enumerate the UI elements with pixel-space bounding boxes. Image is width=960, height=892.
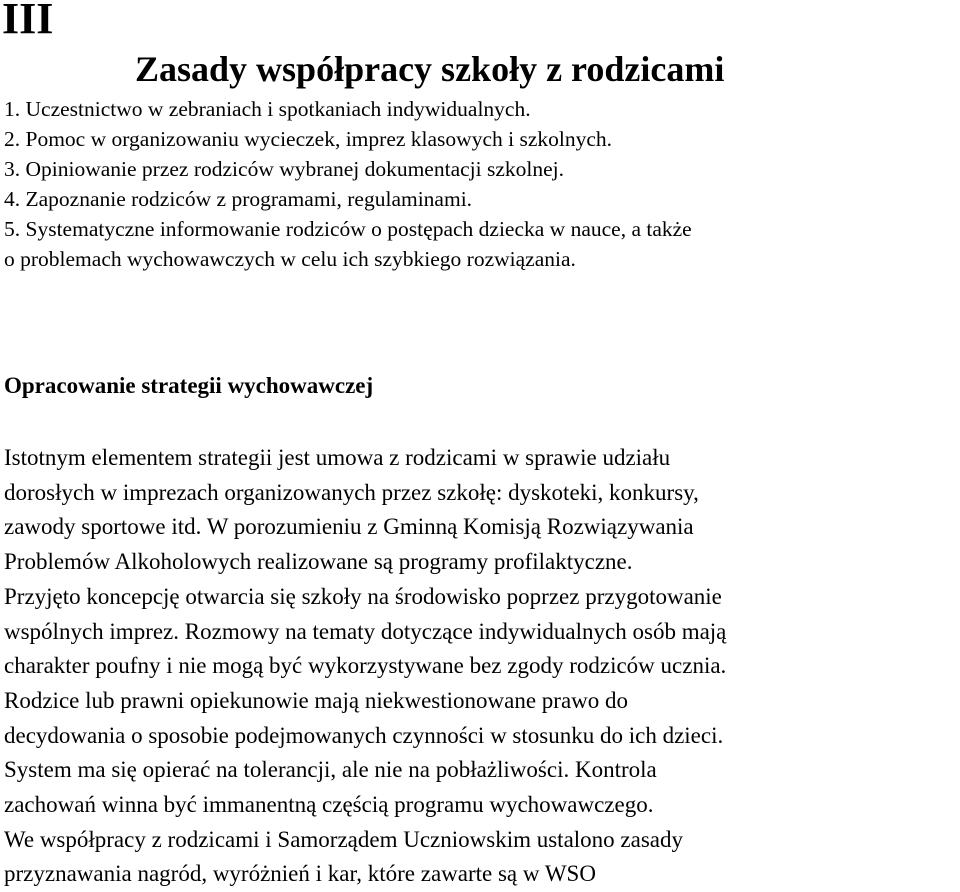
body-line: decydowania o sposobie podejmowanych czynności w stosunku do ich dzieci. xyxy=(4,722,724,748)
cooperation-rules-list xyxy=(4,94,960,274)
body-line: charakter poufny i nie mogą być wykorzystywane bez zgody rodziców ucznia. xyxy=(4,653,727,679)
list-item-text: 4. Zapoznanie rodziców z programami, regulaminami. xyxy=(4,187,473,211)
list-item-text: 3. Opiniowanie przez rodziców wybranej dokumentacji szkolnej. xyxy=(4,157,565,181)
body-line: We współpracy z rodzicami i Samorządem Uczniowskim ustalono zasady xyxy=(4,826,683,852)
body-paragraph xyxy=(4,441,960,892)
body-line: Istotnym elementem strategii jest umowa z rodzicami w sprawie udziału xyxy=(4,445,671,470)
body-line: Przyjęto koncepcję otwarcia się szkoły na środowisko poprzez przygotowanie xyxy=(4,583,722,609)
list-item xyxy=(4,184,960,214)
body-line: dorosłych w imprezach organizowanych przez szkołę: dyskoteki, konkursy, xyxy=(4,479,699,505)
body-line: Rodzice lub prawni opiekunowie mają niekwestionowane prawo do xyxy=(4,687,629,713)
list-item-text: o problemach wychowawczych w celu ich szybkiego rozwiązania. xyxy=(4,247,576,271)
body-line: Problemów Alkoholowych realizowane są programy profilaktyczne. xyxy=(4,549,633,575)
body-line: wspólnych imprez. Rozmowy na tematy dotyczące indywidualnych osób mają xyxy=(4,618,727,644)
page-title: Zasady współpracy szkoły z rodzicami xyxy=(135,49,725,89)
list-item-text: 5. Systematyczne informowanie rodziców o postępach dziecka w nauce, a także xyxy=(4,217,692,241)
list-item-text: 2. Pomoc w organizowaniu wycieczek, imprez klasowych i szkolnych. xyxy=(4,127,613,151)
section-number: III xyxy=(2,0,54,43)
list-item xyxy=(4,94,960,124)
section-subheading: Opracowanie strategii wychowawczej xyxy=(4,373,374,398)
body-line: System ma się opierać na tolerancji, ale nie na pobłażliwości. Kontrola xyxy=(4,757,657,783)
body-line: zawody sportowe itd. W porozumieniu z Gminną Komisją Rozwiązywania xyxy=(4,514,694,540)
list-item xyxy=(4,154,960,184)
list-item-text: 1. Uczestnictwo w zebraniach i spotkaniach indywidualnych. xyxy=(4,97,531,121)
body-line: zachowań winna być immanentną częścią programu wychowawczego. xyxy=(4,792,654,818)
list-item xyxy=(4,124,960,154)
list-item xyxy=(4,214,960,274)
body-line: przyznawania nagród, wyróżnień i kar, które zawarte są w WSO xyxy=(4,861,596,887)
